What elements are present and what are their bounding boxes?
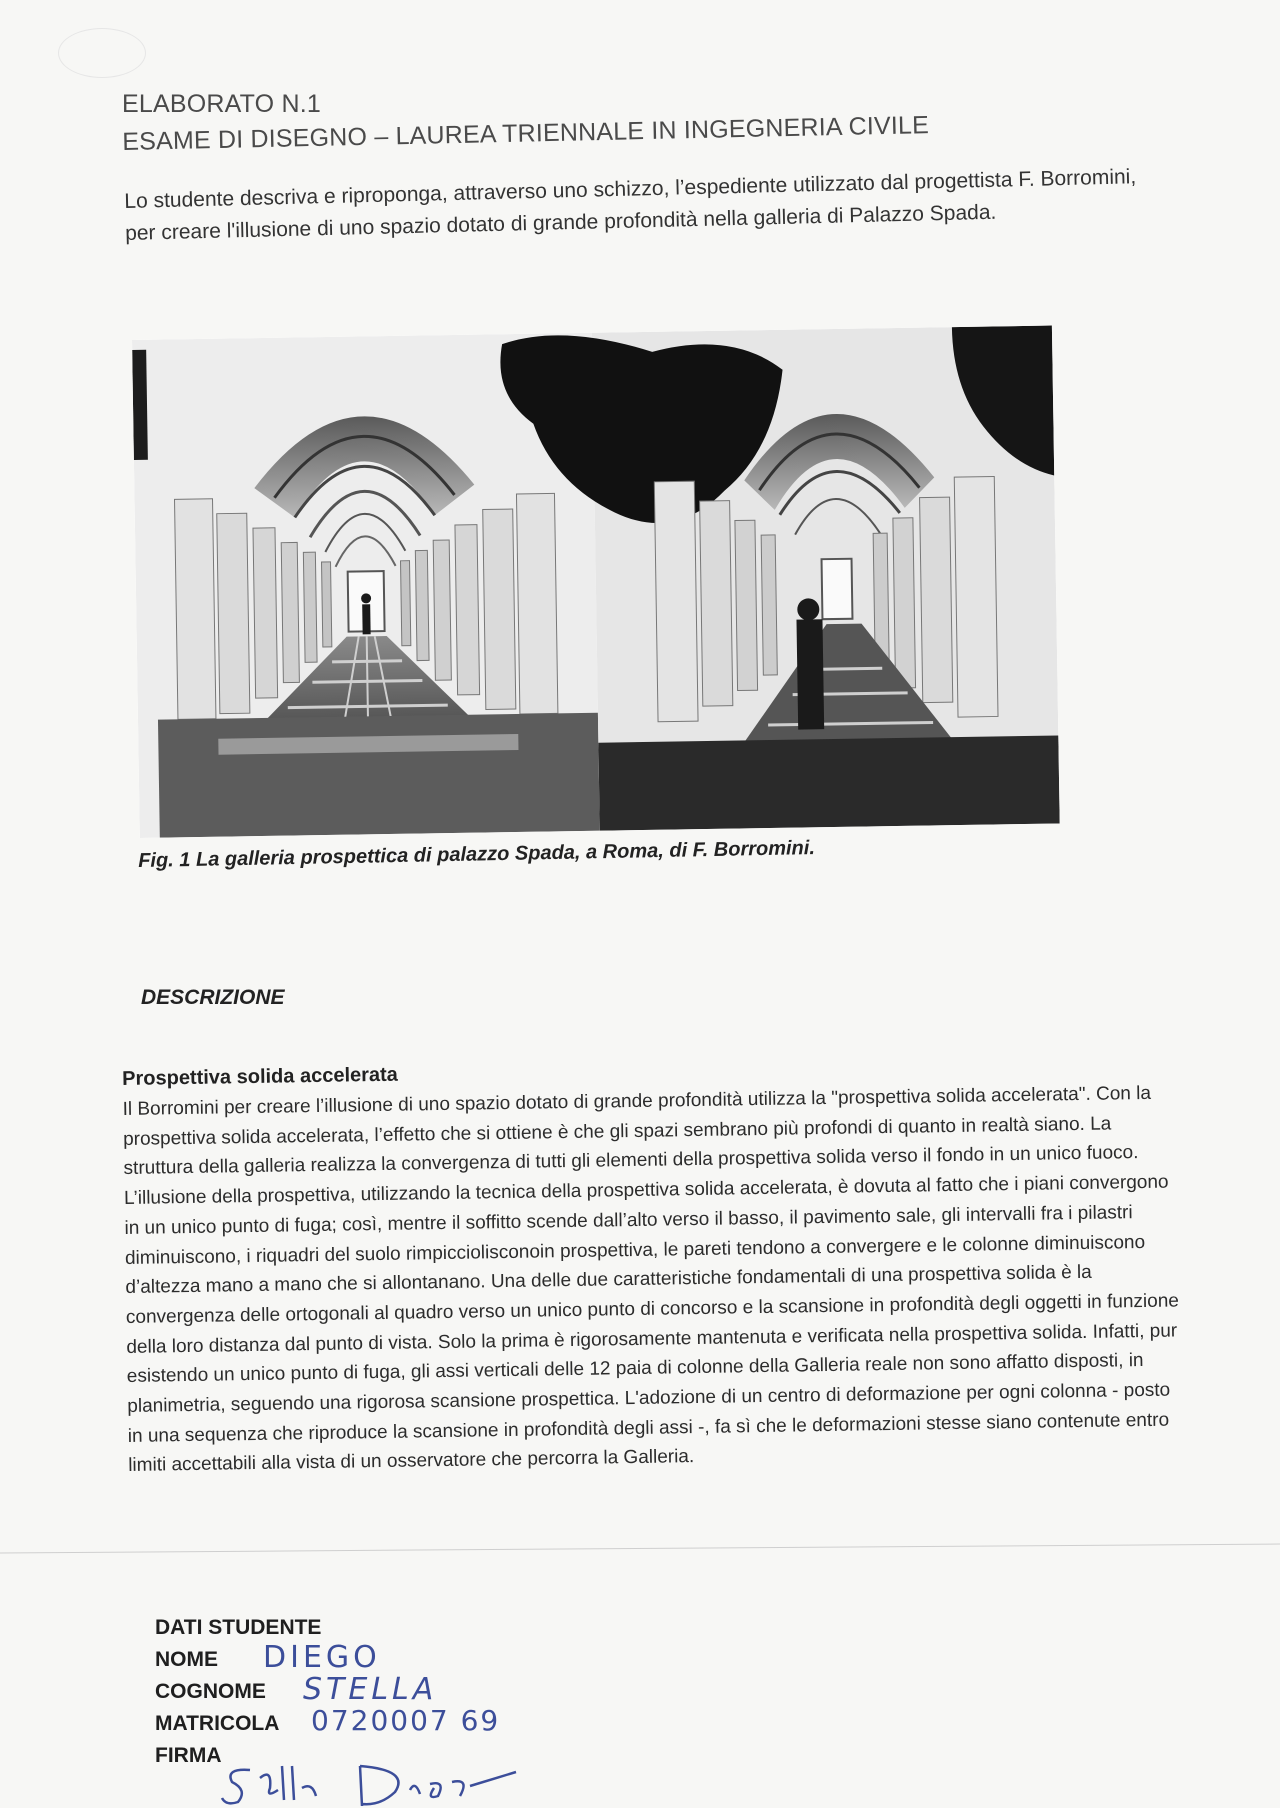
handwritten-signature bbox=[220, 1760, 520, 1808]
student-data-heading: DATI STUDENTE bbox=[155, 1616, 322, 1639]
exam-title: ESAME DI DISEGNO – LAUREA TRIENNALE IN INGEGNERIA CIVILE bbox=[122, 111, 930, 156]
signature-label: FIRMA bbox=[155, 1744, 222, 1767]
scan-artifact bbox=[58, 28, 146, 78]
matricola-label: MATRICOLA bbox=[155, 1712, 280, 1735]
name-value: DIEGO bbox=[263, 1640, 381, 1675]
description-body: Il Borromini per creare l’illusione di uno spazio dotato di grande profondità utilizza la "prospettiva solida accelerata". Con la prospettiva solida accelerata, l’effetto che si ottiene è che gli spazi sembrano più profondi di quanto in realtà siano. La struttura della galleria realizza la convergenza di tutti gli elementi della prospettiva solida verso il fondo in un unico fuoco. L’illusione della prospettiva, utilizzando la tecnica della prospettiva solida accelerata, è dovuta al fatto che i piani convergono in un unico punto di fuga; così, mentre il soffitto scende dall’alto verso il basso, il pavimento sale, gli intervalli fra i pilastri diminuiscono, i riquadri del suolo rimpicciolisconoin prospettiva, le pareti tendono a convergere e le colonne diminuiscono d’altezza mano a mano che si allontanano. Una delle due caratteristiche fondamentali di una prospettiva solida è la convergenza delle ortogonali al quadro verso un unico punto di concorso e la scansione in profondità degli oggetti in funzione della loro distanza dal punto di vista. Solo la prima è rigorosamente mantenuta e verificata nella prospettiva solida. Infatti, pur esistendo un unico punto di fuga, gli assi verticali delle 12 paia di colonne della Galleria reale non sono affatto disposti, in planimetria, seguendo una rigorosa scansione prospettica. L'adozione di un centro di deformazione per ogni colonna - posto in una sequenza che riproduce la scansione in profondità degli assi -, fa sì che le deformazioni stesse siano contenute entro limiti accettabili alla vista di un osservatore che percorra la Galleria. bbox=[122, 1082, 1180, 1477]
name-label: NOME bbox=[155, 1648, 218, 1671]
description-heading: DESCRIZIONE bbox=[141, 986, 285, 1009]
gallery-photo bbox=[132, 326, 1060, 838]
elaborato-title: ELABORATO N.1 bbox=[122, 90, 321, 118]
description-subheading: Prospettiva solida accelerata bbox=[122, 1063, 399, 1090]
figure-caption: Fig. 1 La galleria prospettica di palazzo Spada, a Roma, di F. Borromini. bbox=[138, 837, 816, 872]
section-divider bbox=[0, 1544, 1280, 1554]
surname-value: STELLA bbox=[303, 1672, 438, 1707]
surname-label: COGNOME bbox=[155, 1680, 266, 1703]
matricola-value: 0720007 69 bbox=[311, 1704, 501, 1737]
gallery-photo-illustration bbox=[132, 326, 1060, 838]
description-section bbox=[122, 1051, 1188, 1481]
assignment-text: Lo studente descriva e riproponga, attraverso uno schizzo, l’espediente utilizzato dal progettista F. Borromini, per creare l'illusione di uno spazio dotato di grande profondità nella galleria di Palazzo Spada. bbox=[124, 165, 1137, 245]
